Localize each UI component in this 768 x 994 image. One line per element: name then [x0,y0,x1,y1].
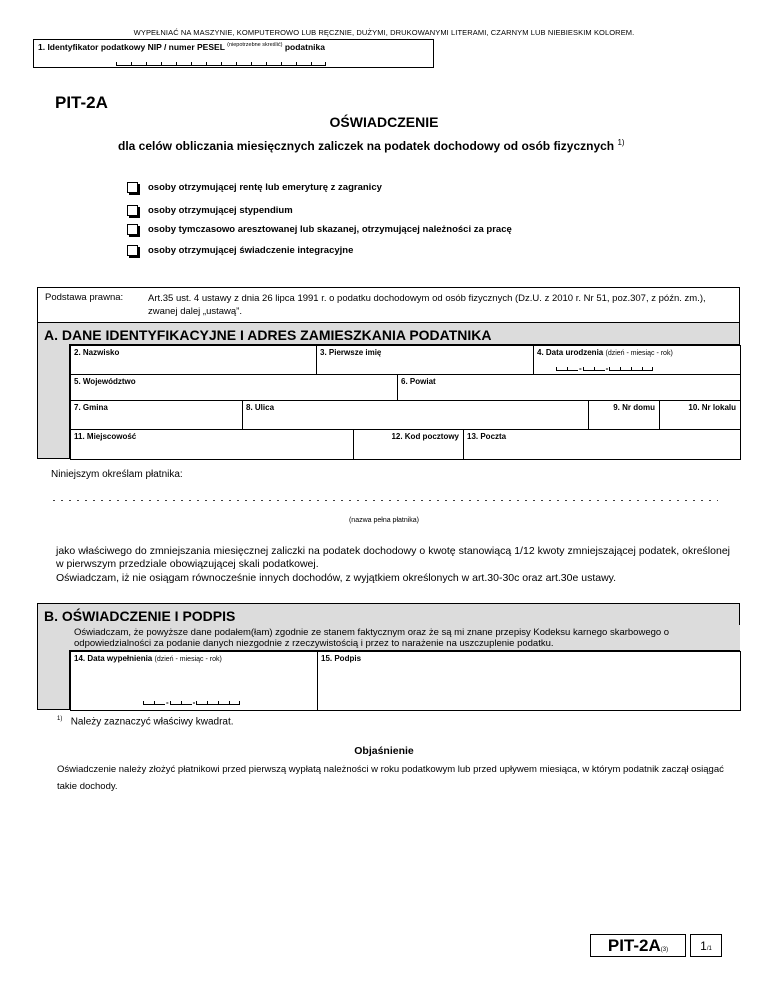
payer-intro: Niniejszym określam płatnika: [51,469,183,480]
option-integration-benefit[interactable]: osoby otrzymującej świadczenie integracyjne [127,245,353,256]
option-detained-worker[interactable]: osoby tymczasowo aresztowanej lub skazanej, otrzymującej należności za pracę [127,224,512,235]
payer-name-caption: (nazwa pełna płatnika) [348,517,420,524]
signature-field[interactable]: 15. Podpis [317,651,741,711]
section-b [37,603,740,710]
legal-basis-label: Podstawa prawna: [45,292,124,303]
declaration-no-other-income: Oświadczam, iż nie osiągam równocześnie innych dochodów, z wyjątkiem określonych w art.30-30c oraz art.30e ustawy. [56,572,617,584]
explanation-text: Oświadczenie należy złożyć płatnikowi przed pierwszą wypłatą należności w roku podatkowym lub przed upływem miesiąca, w którym podatnik zaczął osiągać takie dochody. [57,764,724,792]
flat-number-field[interactable]: 10. Nr lokalu [659,400,741,430]
fill-date-field[interactable]: 14. Data wypełnienia (dzień - miesiąc - rok) - - [70,651,318,711]
checkbox[interactable] [127,245,138,256]
post-office-field[interactable]: 13. Poczta [463,429,741,460]
footer-form-code: PIT-2A(3) [590,934,686,957]
first-name-field[interactable]: 3. Pierwsze imię [316,345,534,375]
footer-page-number: 1/1 [690,934,722,957]
nip-pesel-label: 1. Identyfikator podatkowy NIP / numer PESEL $^{(niepotrzebne skreślić)}$ podatnika [38,42,325,52]
payer-name-field[interactable] [50,500,718,506]
voivodeship-field[interactable]: 5. Województwo [70,374,398,401]
footnote: $^{1)}$ Należy zaznaczyć właściwy kwadrat. [57,716,234,728]
explanation-title: Objaśnienie [354,745,414,757]
section-b-heading: B. OŚWIADCZENIE I PODPIS [44,608,236,624]
form-subtitle: dla celów obliczania miesięcznych zaliczek na podatek dochodowy od osób fizycznych $^{1)}$ [118,138,625,153]
legal-basis-text: Art.35 ust. 4 ustawy z dnia 26 lipca 1991 r. o podatku dochodowym od osób fizycznych (Dz.U. z 2010 r. Nr 51, poz.307, z późn. zm.), zwanej dalej „ustawą”. [148,293,706,317]
locality-field[interactable]: 11. Miejscowość [70,429,354,460]
legal-basis [37,287,740,324]
birth-date-field[interactable]: 4. Data urodzenia (dzień - miesiąc - rok) - - [533,345,741,375]
municipality-field[interactable]: 7. Gmina [70,400,243,430]
declaration-paragraph: jako właściwego do zmniejszania miesięcznej zaliczki na podatek dochodowy o kwotę stanowiącą 1/12 kwoty zmniejszającej podatek, określonej w pierwszym przedziale obowiązującej skali podatkowej. [56,545,730,570]
checkbox[interactable] [127,205,138,216]
surname-field[interactable]: 2. Nazwisko [70,345,317,375]
form-code: PIT-2A [55,93,108,112]
option-scholarship[interactable]: osoby otrzymującej stypendium [127,205,293,216]
checkbox[interactable] [127,182,138,193]
postal-code-field[interactable]: 12. Kod pocztowy [353,429,464,460]
instructions-note: WYPEŁNIAĆ NA MASZYNIE, KOMPUTEROWO LUB RĘCZNIE, DUŻYMI, DRUKOWANYMI LITERAMI, CZARNYM LUB NIEBIESKIM KOLOREM. [133,28,635,37]
checkbox[interactable] [127,224,138,235]
nip-pesel-field[interactable] [33,39,434,68]
fill-date-boxes: - - [143,700,240,705]
section-a-heading: A. DANE IDENTYFIKACYJNE I ADRES ZAMIESZKANIA PODATNIKA [44,327,492,343]
option-pension-abroad[interactable]: osoby otrzymującej rentę lub emeryturę z zagranicy [127,182,382,193]
section-b-fields [69,650,740,710]
section-a-fields [69,344,740,459]
house-number-field[interactable]: 9. Nr domu [588,400,660,430]
form-title: OŚWIADCZENIE [329,114,439,130]
district-field[interactable]: 6. Powiat [397,374,741,401]
nip-digit-boxes [116,61,326,66]
section-a [37,322,740,459]
street-field[interactable]: 8. Ulica [242,400,589,430]
section-b-statement: Oświadczam, że powyższe dane podałem(łam) zgodnie ze stanem faktycznym oraz że są mi znane przepisy Kodeksu karnego skarbowego o odpowiedzialności za podanie danych niezgodnie z rzeczywistością i przez to narażenie na uszczuplenie podatku. [69,625,740,657]
birth-date-boxes: - - [556,366,653,371]
